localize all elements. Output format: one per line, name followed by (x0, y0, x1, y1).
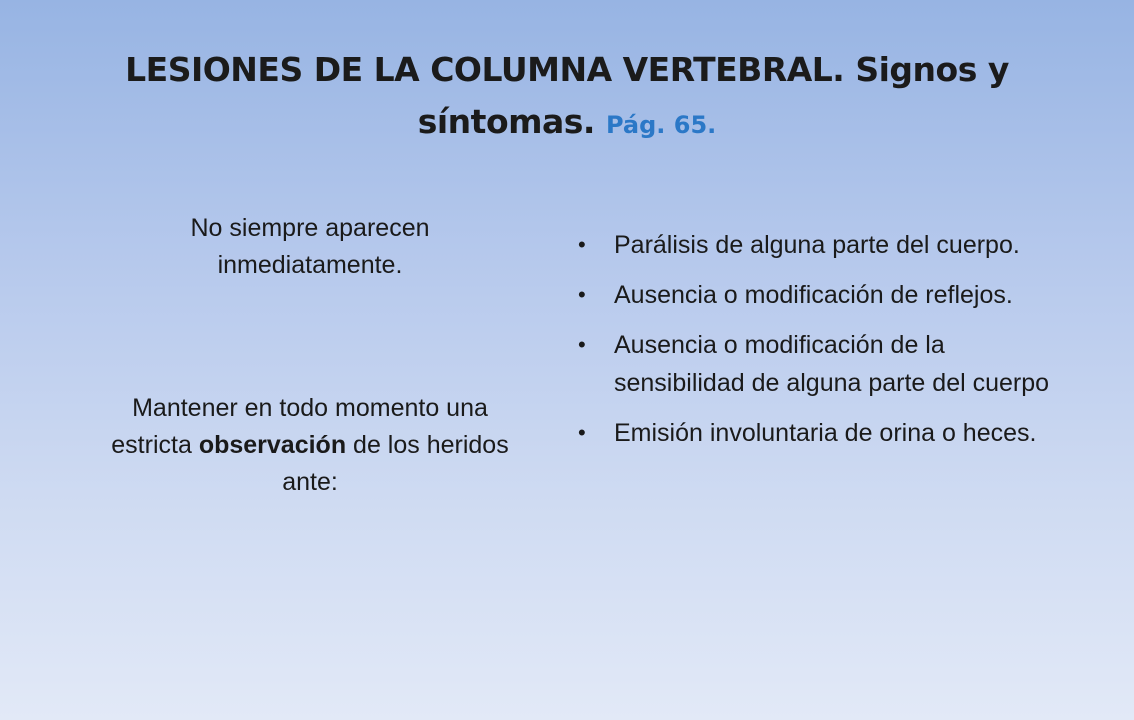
list-item-text: Parálisis de alguna parte del cuerpo. (614, 231, 1020, 259)
page-reference: Pág. 65. (605, 111, 717, 139)
list-item-text: Emisión involuntaria de orina o heces. (614, 419, 1037, 447)
list-item (578, 326, 1078, 402)
instruction-text-before: Mantener en todo momento una estricta (111, 394, 488, 459)
symptoms-panel (578, 226, 1078, 464)
list-item (578, 276, 1078, 314)
delay-note: No siempre aparecen inmediatamente. (190, 214, 430, 279)
bullet-icon: • (578, 232, 586, 257)
bullet-icon: • (578, 282, 586, 307)
instruction-text-after: de los heridos ante: (282, 431, 509, 496)
list-item (578, 226, 1078, 264)
list-item-text: Ausencia o modificación de la sensibilidad de alguna parte del cuerpo (614, 331, 1050, 397)
title-text: LESIONES DE LA COLUMNA VERTEBRAL. Signos y síntomas. (125, 50, 1009, 141)
slide-title (60, 44, 1074, 151)
observation-instruction (95, 390, 525, 501)
list-item-text: Ausencia o modificación de reflejos. (614, 281, 1013, 309)
symptoms-list (578, 226, 1078, 452)
instruction-bold-word: observación (198, 431, 347, 459)
bullet-icon: • (578, 420, 586, 445)
bullet-icon: • (578, 332, 586, 357)
list-item (578, 414, 1078, 452)
